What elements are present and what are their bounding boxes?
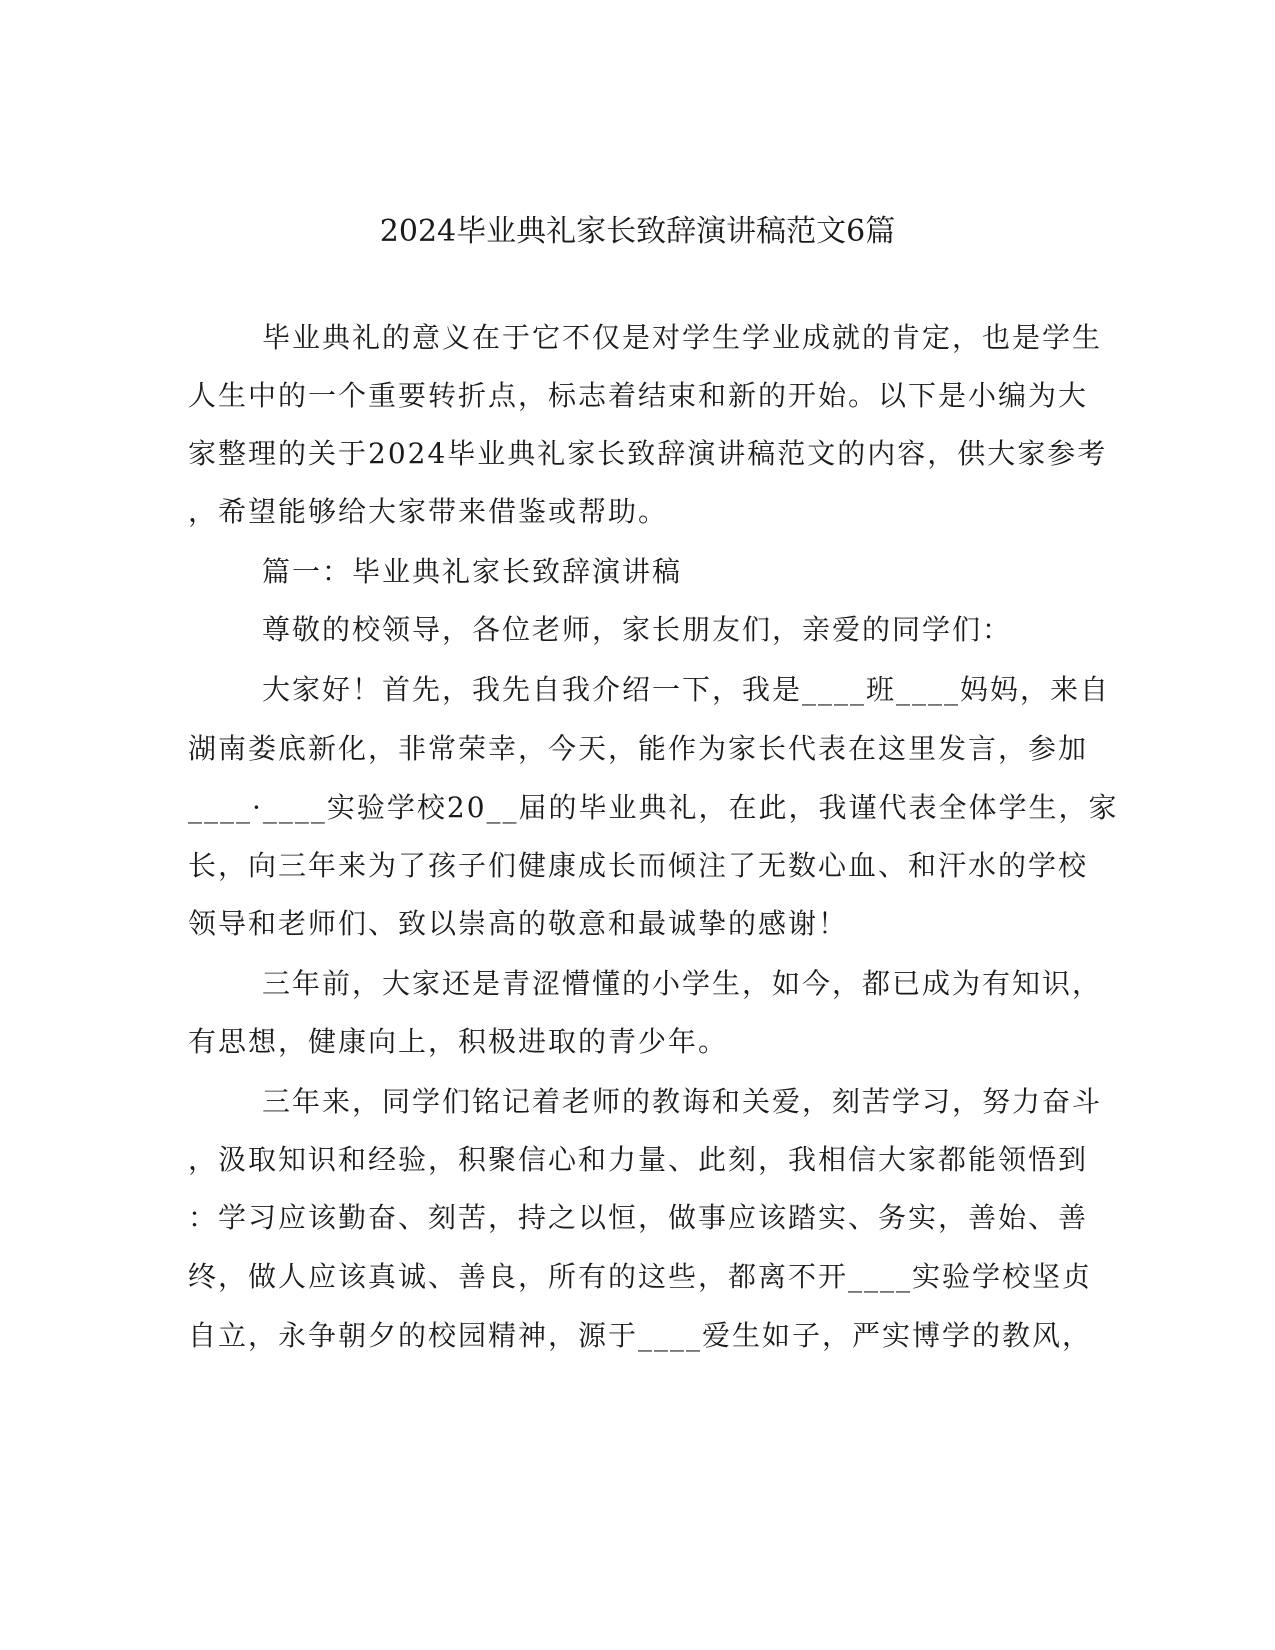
body-line: 大家好！首先，我先自我介绍一下，我是____班____妈妈，来自 [262, 673, 1111, 706]
body-line: ：学习应该勤奋、刻苦，持之以恒，做事应该踏实、务实，善始、善 [188, 1201, 1089, 1234]
body-line: ____·____实验学校20__届的毕业典礼，在此，我谨代表全体学生，家 [188, 791, 1119, 824]
salutation: 尊敬的校领导，各位老师，家长朋友们，亲爱的同学们： [262, 613, 1013, 646]
document-title: 2024毕业典礼家长致辞演讲稿范文6篇 [379, 214, 896, 249]
body-line: 有思想，健康向上，积极进取的青少年。 [188, 1025, 729, 1058]
section-heading: 篇一：毕业典礼家长致辞演讲稿 [262, 555, 683, 588]
body-line: 人生中的一个重要转折点，标志着结束和新的开始。以下是小编为大 [188, 379, 1089, 412]
body-line: 家整理的关于2024毕业典礼家长致辞演讲稿范文的内容，供大家参考 [188, 437, 1108, 470]
body-line: 三年前，大家还是青涩懵懂的小学生，如今，都已成为有知识， [262, 967, 1103, 1000]
body-line: 毕业典礼的意义在于它不仅是对学生学业成就的肯定，也是学生 [262, 321, 1103, 354]
body-line: 三年来，同学们铭记着老师的教诲和关爱，刻苦学习，努力奋斗 [262, 1085, 1103, 1118]
body-line: 自立，永争朝夕的校园精神，源于____爱生如子，严实博学的教风， [188, 1319, 1093, 1352]
body-line: 终，做人应该真诚、善良，所有的这些，都离不开____实验学校坚贞 [188, 1260, 1093, 1293]
body-line: 长，向三年来为了孩子们健康成长而倾注了无数心血、和汗水的学校 [188, 849, 1089, 882]
body-line: ，汲取知识和经验，积聚信心和力量、此刻，我相信大家都能领悟到 [188, 1143, 1089, 1176]
body-line: ，希望能够给大家带来借鉴或帮助。 [188, 495, 669, 528]
body-line: 湖南娄底新化，非常荣幸，今天，能作为家长代表在这里发言，参加 [188, 732, 1089, 765]
body-line: 领导和老师们、致以崇高的敬意和最诚挚的感谢！ [188, 907, 849, 940]
